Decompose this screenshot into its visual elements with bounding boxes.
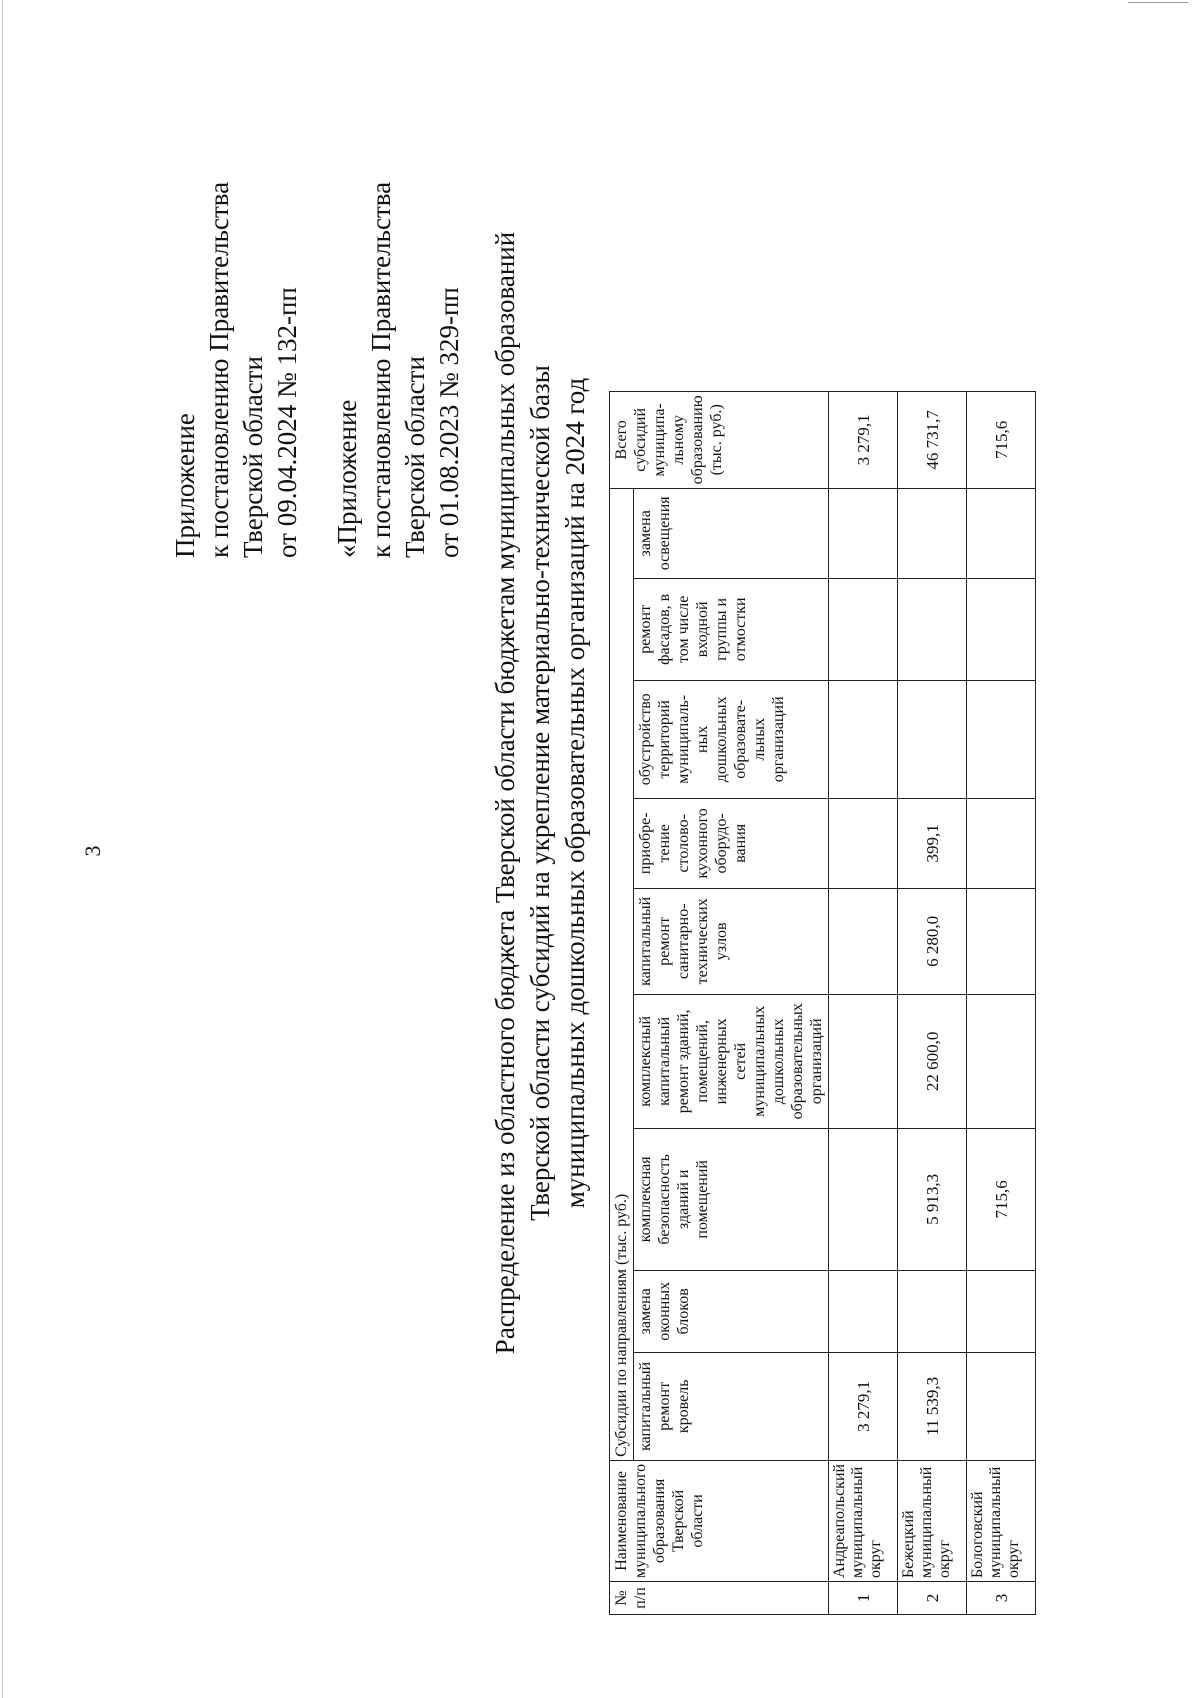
cell-value: [967, 488, 1036, 578]
header-safety: комплексная безопасность зданий и помещений: [634, 1128, 829, 1270]
appendix-old-line: к постановлению Правительства: [366, 181, 396, 558]
header-sanitary: капитальный ремонт санитарно-технических узлов: [634, 888, 829, 994]
title-line: муниципальных дошкольных образовательных организаций на 2024 год: [560, 377, 590, 1209]
cell-value: [967, 1352, 1036, 1460]
header-group: Субсидии по направлениям (тыс. руб.): [610, 488, 634, 1460]
header-complex-repair: комплексный капитальный ремонт зданий, помещений, инженерных сетей муниципальных дошкольных образовательных организаций: [634, 994, 829, 1128]
cell-value: [967, 1270, 1036, 1352]
cell-value: [898, 578, 967, 680]
cell-value: [967, 578, 1036, 680]
header-name: Наименование муниципального образования Тверской области: [610, 1460, 829, 1581]
header-roof: капитальный ремонт кровель: [634, 1352, 829, 1460]
cell-value: 5 913,3: [898, 1128, 967, 1270]
row-name: Андреапольский муниципальный округ: [829, 1460, 898, 1581]
subsidy-table-wrap: [609, 391, 1036, 1615]
header-total: Всего субсидий муниципа-льному образованию (тыс. руб.): [610, 391, 829, 488]
appendix-new-line: Приложение: [170, 413, 200, 558]
cell-value: 11 539,3: [898, 1352, 967, 1460]
appendix-block-old: [330, 182, 466, 558]
row-total: 46 731,7: [898, 391, 967, 488]
cell-value: 715,6: [967, 1128, 1036, 1270]
row-num: 2: [898, 1582, 967, 1615]
cell-value: [829, 994, 898, 1128]
row-name: Бологовский муниципальный округ: [967, 1460, 1036, 1581]
appendix-new-line: к постановлению Правительства: [204, 181, 234, 558]
cell-value: [967, 798, 1036, 888]
title-line: Тверской области субсидий на укрепление материально-технической базы: [525, 365, 555, 1221]
cell-value: [829, 488, 898, 578]
cell-value: 6 280,0: [898, 888, 967, 994]
title-line: Распределение из областного бюджета Тверской области бюджетам муниципальных образований: [490, 231, 520, 1355]
cell-value: [829, 1270, 898, 1352]
header-windows: замена оконных блоков: [634, 1270, 829, 1352]
row-name: Бежецкий муниципальный округ: [898, 1460, 967, 1581]
cell-value: [829, 1128, 898, 1270]
cell-value: [829, 798, 898, 888]
cell-value: 399,1: [898, 798, 967, 888]
cell-value: [898, 1270, 967, 1352]
cell-value: [967, 994, 1036, 1128]
appendix-old-line: «Приложение: [332, 399, 362, 558]
cell-value: [967, 888, 1036, 994]
header-lighting: замена освещения: [634, 488, 829, 578]
cell-value: 3 279,1: [829, 1352, 898, 1460]
cell-value: [829, 888, 898, 994]
row-num: 3: [967, 1582, 1036, 1615]
appendix-block-new: [168, 182, 304, 558]
appendix-new-line: Тверской области: [238, 356, 268, 558]
row-num: 1: [829, 1582, 898, 1615]
appendix-new-line: от 09.04.2024 № 132-пп: [272, 287, 302, 558]
appendix-old-line: от 01.08.2023 № 329-пп: [434, 287, 464, 558]
row-total: 3 279,1: [829, 391, 898, 488]
header-territory: обустройство территорий муниципаль-ных дошкольных образовате-льных организаций: [634, 680, 829, 798]
page-number: 3: [80, 845, 105, 857]
cell-value: [829, 680, 898, 798]
header-facade: ремонт фасадов, в том числе входной группы и отмостки: [634, 578, 829, 680]
cell-value: [967, 680, 1036, 798]
cell-value: [829, 578, 898, 680]
cell-value: [898, 488, 967, 578]
subsidy-table: [609, 391, 1036, 1615]
cell-value: 22 600,0: [898, 994, 967, 1128]
table-row: [898, 391, 967, 1614]
cell-value: [898, 680, 967, 798]
row-total: 715,6: [967, 391, 1036, 488]
header-kitchen: приобре-тение столово-кухонного оборудо-вания: [634, 798, 829, 888]
document-title: [488, 228, 593, 1358]
table-row: [829, 391, 898, 1614]
appendix-old-line: Тверской области: [400, 356, 430, 558]
table-row: [967, 391, 1036, 1614]
header-num: № п/п: [610, 1582, 829, 1615]
